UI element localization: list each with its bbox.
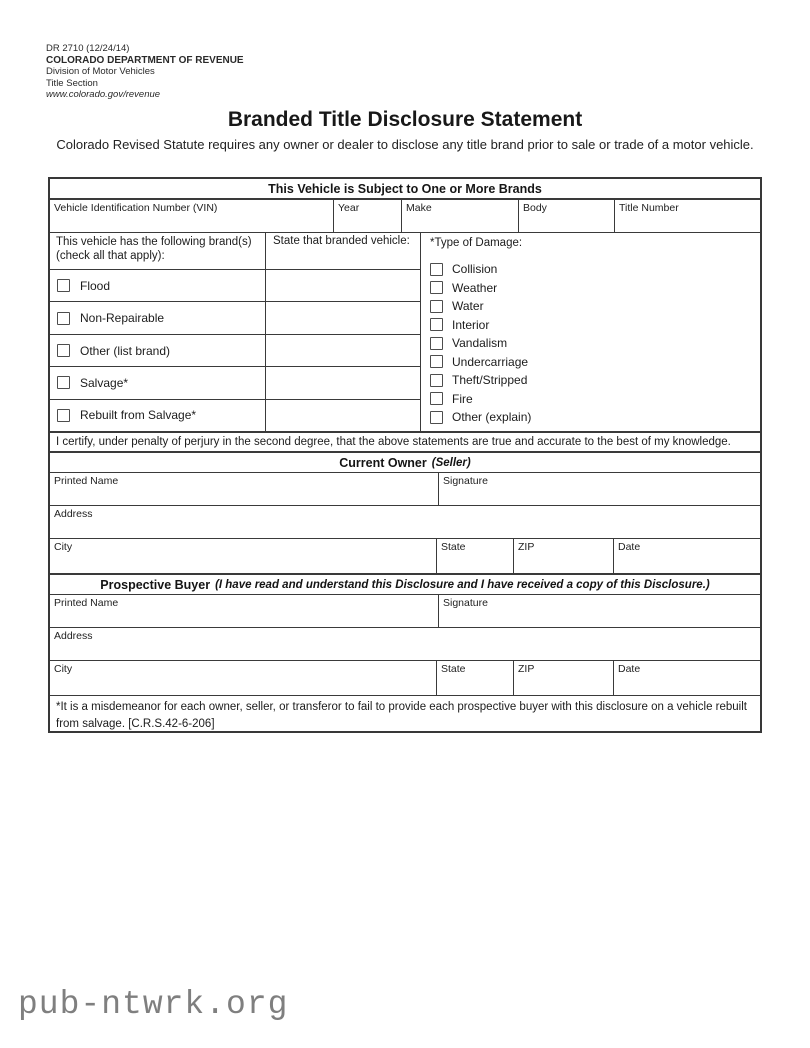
brand-row-flood [50, 269, 420, 301]
title-section-label: Title Section [46, 77, 98, 89]
buyer-signature-field[interactable] [439, 595, 760, 627]
damage-heading: *Type of Damage: [430, 237, 523, 249]
other-brand-label: Other (list brand) [80, 343, 171, 358]
vehicle-section-heading: This Vehicle is Subject to One or More Brands [268, 181, 542, 196]
vin-field[interactable] [50, 200, 334, 232]
weather-label: Weather [452, 280, 498, 295]
agency-website: www.colorado.gov/revenue [46, 89, 161, 100]
owner-address-label: Address [54, 508, 93, 520]
collision-checkbox[interactable] [430, 263, 443, 276]
owner-date-label: Date [618, 541, 641, 553]
disclosure-form-table [48, 177, 762, 733]
collision-label: Collision [452, 262, 498, 277]
owner-address-row [50, 505, 760, 538]
brands-section [50, 232, 760, 431]
brand-row-other [50, 334, 420, 366]
owner-city-label: City [54, 541, 73, 553]
non-repairable-state-input[interactable] [265, 302, 420, 333]
body-label: Body [523, 202, 547, 214]
interior-checkbox[interactable] [430, 318, 443, 331]
owner-state-field[interactable] [437, 539, 514, 573]
title-number-field[interactable] [615, 200, 760, 232]
buyer-section-note: (I have read and understand this Disclosure and I have received a copy of this Disclosure.) [215, 578, 710, 591]
damage-item-weather [430, 279, 760, 298]
owner-printed-name-label: Printed Name [54, 475, 119, 487]
page-title: Branded Title Disclosure Statement [227, 108, 583, 131]
year-label: Year [338, 202, 360, 214]
damage-item-undercarriage [430, 353, 760, 372]
buyer-address-field[interactable] [50, 628, 760, 660]
rebuilt-from-salvage-state-input[interactable] [265, 400, 420, 431]
theft-stripped-checkbox[interactable] [430, 374, 443, 387]
undercarriage-checkbox[interactable] [430, 355, 443, 368]
weather-checkbox[interactable] [430, 281, 443, 294]
owner-zip-field[interactable] [514, 539, 614, 573]
vandalism-checkbox[interactable] [430, 337, 443, 350]
owner-date-field[interactable] [614, 539, 760, 573]
undercarriage-label: Undercarriage [452, 354, 529, 369]
salvage-label: Salvage* [80, 375, 129, 390]
certification-statement: I certify, under penalty of perjury in the second degree, that the above statements are true and accurate to the best of my knowledge. [50, 431, 760, 451]
damage-item-other-explain [430, 408, 760, 427]
flood-checkbox[interactable] [57, 279, 70, 292]
interior-label: Interior [452, 317, 490, 332]
rebuilt-from-salvage-label: Rebuilt from Salvage* [80, 408, 197, 423]
flood-label: Flood [80, 278, 111, 293]
buyer-zip-field[interactable] [514, 661, 614, 695]
agency-name: COLORADO DEPARTMENT OF REVENUE [46, 54, 244, 66]
damage-item-theft-stripped [430, 371, 760, 390]
title-number-label: Title Number [619, 202, 679, 214]
brand-row-non-repairable [50, 301, 420, 333]
brand-state-heading: State that branded vehicle: [265, 233, 420, 269]
damage-item-water [430, 297, 760, 316]
owner-printed-name-field[interactable] [50, 473, 439, 505]
other-brand-state-input[interactable] [265, 335, 420, 366]
fire-checkbox[interactable] [430, 392, 443, 405]
brands-columns [50, 233, 420, 431]
water-checkbox[interactable] [430, 300, 443, 313]
vehicle-info-row [50, 198, 760, 232]
form-header [46, 43, 244, 101]
buyer-city-label: City [54, 663, 73, 675]
vin-label: Vehicle Identification Number (VIN) [54, 202, 218, 214]
damage-item-interior [430, 316, 760, 335]
buyer-name-signature-row [50, 594, 760, 627]
damage-section [420, 233, 760, 431]
owner-section-heading: Current Owner [339, 455, 427, 470]
damage-item-collision [430, 260, 760, 279]
buyer-state-field[interactable] [437, 661, 514, 695]
owner-signature-field[interactable] [439, 473, 760, 505]
owner-state-label: State [441, 541, 466, 553]
damage-item-vandalism [430, 334, 760, 353]
brand-row-rebuilt-from-salvage [50, 399, 420, 431]
buyer-section-heading-row [50, 573, 760, 594]
buyer-city-row [50, 660, 760, 695]
salvage-checkbox[interactable] [57, 376, 70, 389]
owner-section-note: (Seller) [431, 456, 471, 469]
buyer-address-label: Address [54, 630, 93, 642]
body-field[interactable] [519, 200, 615, 232]
owner-section-heading-row [50, 451, 760, 472]
water-label: Water [452, 299, 484, 314]
buyer-printed-name-field[interactable] [50, 595, 439, 627]
flood-state-input[interactable] [265, 270, 420, 301]
damage-item-fire [430, 390, 760, 409]
fire-label: Fire [452, 391, 473, 406]
brands-header-row [50, 233, 420, 269]
form-number: DR 2710 (12/24/14) [46, 43, 130, 54]
page-subtitle: Colorado Revised Statute requires any owner or dealer to disclose any title brand prior to sale or trade of a motor vehicle. [56, 137, 754, 152]
theft-stripped-label: Theft/Stripped [452, 373, 528, 388]
make-field[interactable] [402, 200, 519, 232]
other-brand-checkbox[interactable] [57, 344, 70, 357]
non-repairable-checkbox[interactable] [57, 312, 70, 325]
salvage-state-input[interactable] [265, 367, 420, 398]
buyer-city-field[interactable] [50, 661, 437, 695]
vandalism-label: Vandalism [452, 336, 508, 351]
buyer-zip-label: ZIP [518, 663, 535, 675]
rebuilt-from-salvage-checkbox[interactable] [57, 409, 70, 422]
buyer-printed-name-label: Printed Name [54, 597, 119, 609]
buyer-address-row [50, 627, 760, 660]
owner-zip-label: ZIP [518, 541, 535, 553]
owner-city-row [50, 538, 760, 573]
buyer-date-label: Date [618, 663, 641, 675]
year-field[interactable] [334, 200, 402, 232]
brands-heading: This vehicle has the following brand(s) (check all that apply): [56, 236, 252, 263]
buyer-date-field[interactable] [614, 661, 760, 695]
owner-name-signature-row [50, 472, 760, 505]
owner-city-field[interactable] [50, 539, 437, 573]
brand-row-salvage [50, 366, 420, 398]
buyer-section-heading: Prospective Buyer [100, 577, 211, 592]
make-label: Make [406, 202, 432, 214]
other-explain-checkbox[interactable] [430, 411, 443, 424]
misdemeanor-footnote: *It is a misdemeanor for each owner, seller, or transferor to fail to provide each prospective buyer with this disclosure on a vehicle rebuilt from salvage. [C.R.S.42-6-206] [50, 695, 760, 731]
buyer-state-label: State [441, 663, 466, 675]
other-explain-label: Other (explain) [452, 410, 532, 425]
watermark: pub-ntwrk.org [18, 986, 289, 1023]
owner-address-field[interactable] [50, 506, 760, 538]
buyer-signature-label: Signature [443, 597, 488, 609]
division-name: Division of Motor Vehicles [46, 66, 155, 77]
owner-signature-label: Signature [443, 475, 488, 487]
non-repairable-label: Non-Repairable [80, 311, 165, 326]
